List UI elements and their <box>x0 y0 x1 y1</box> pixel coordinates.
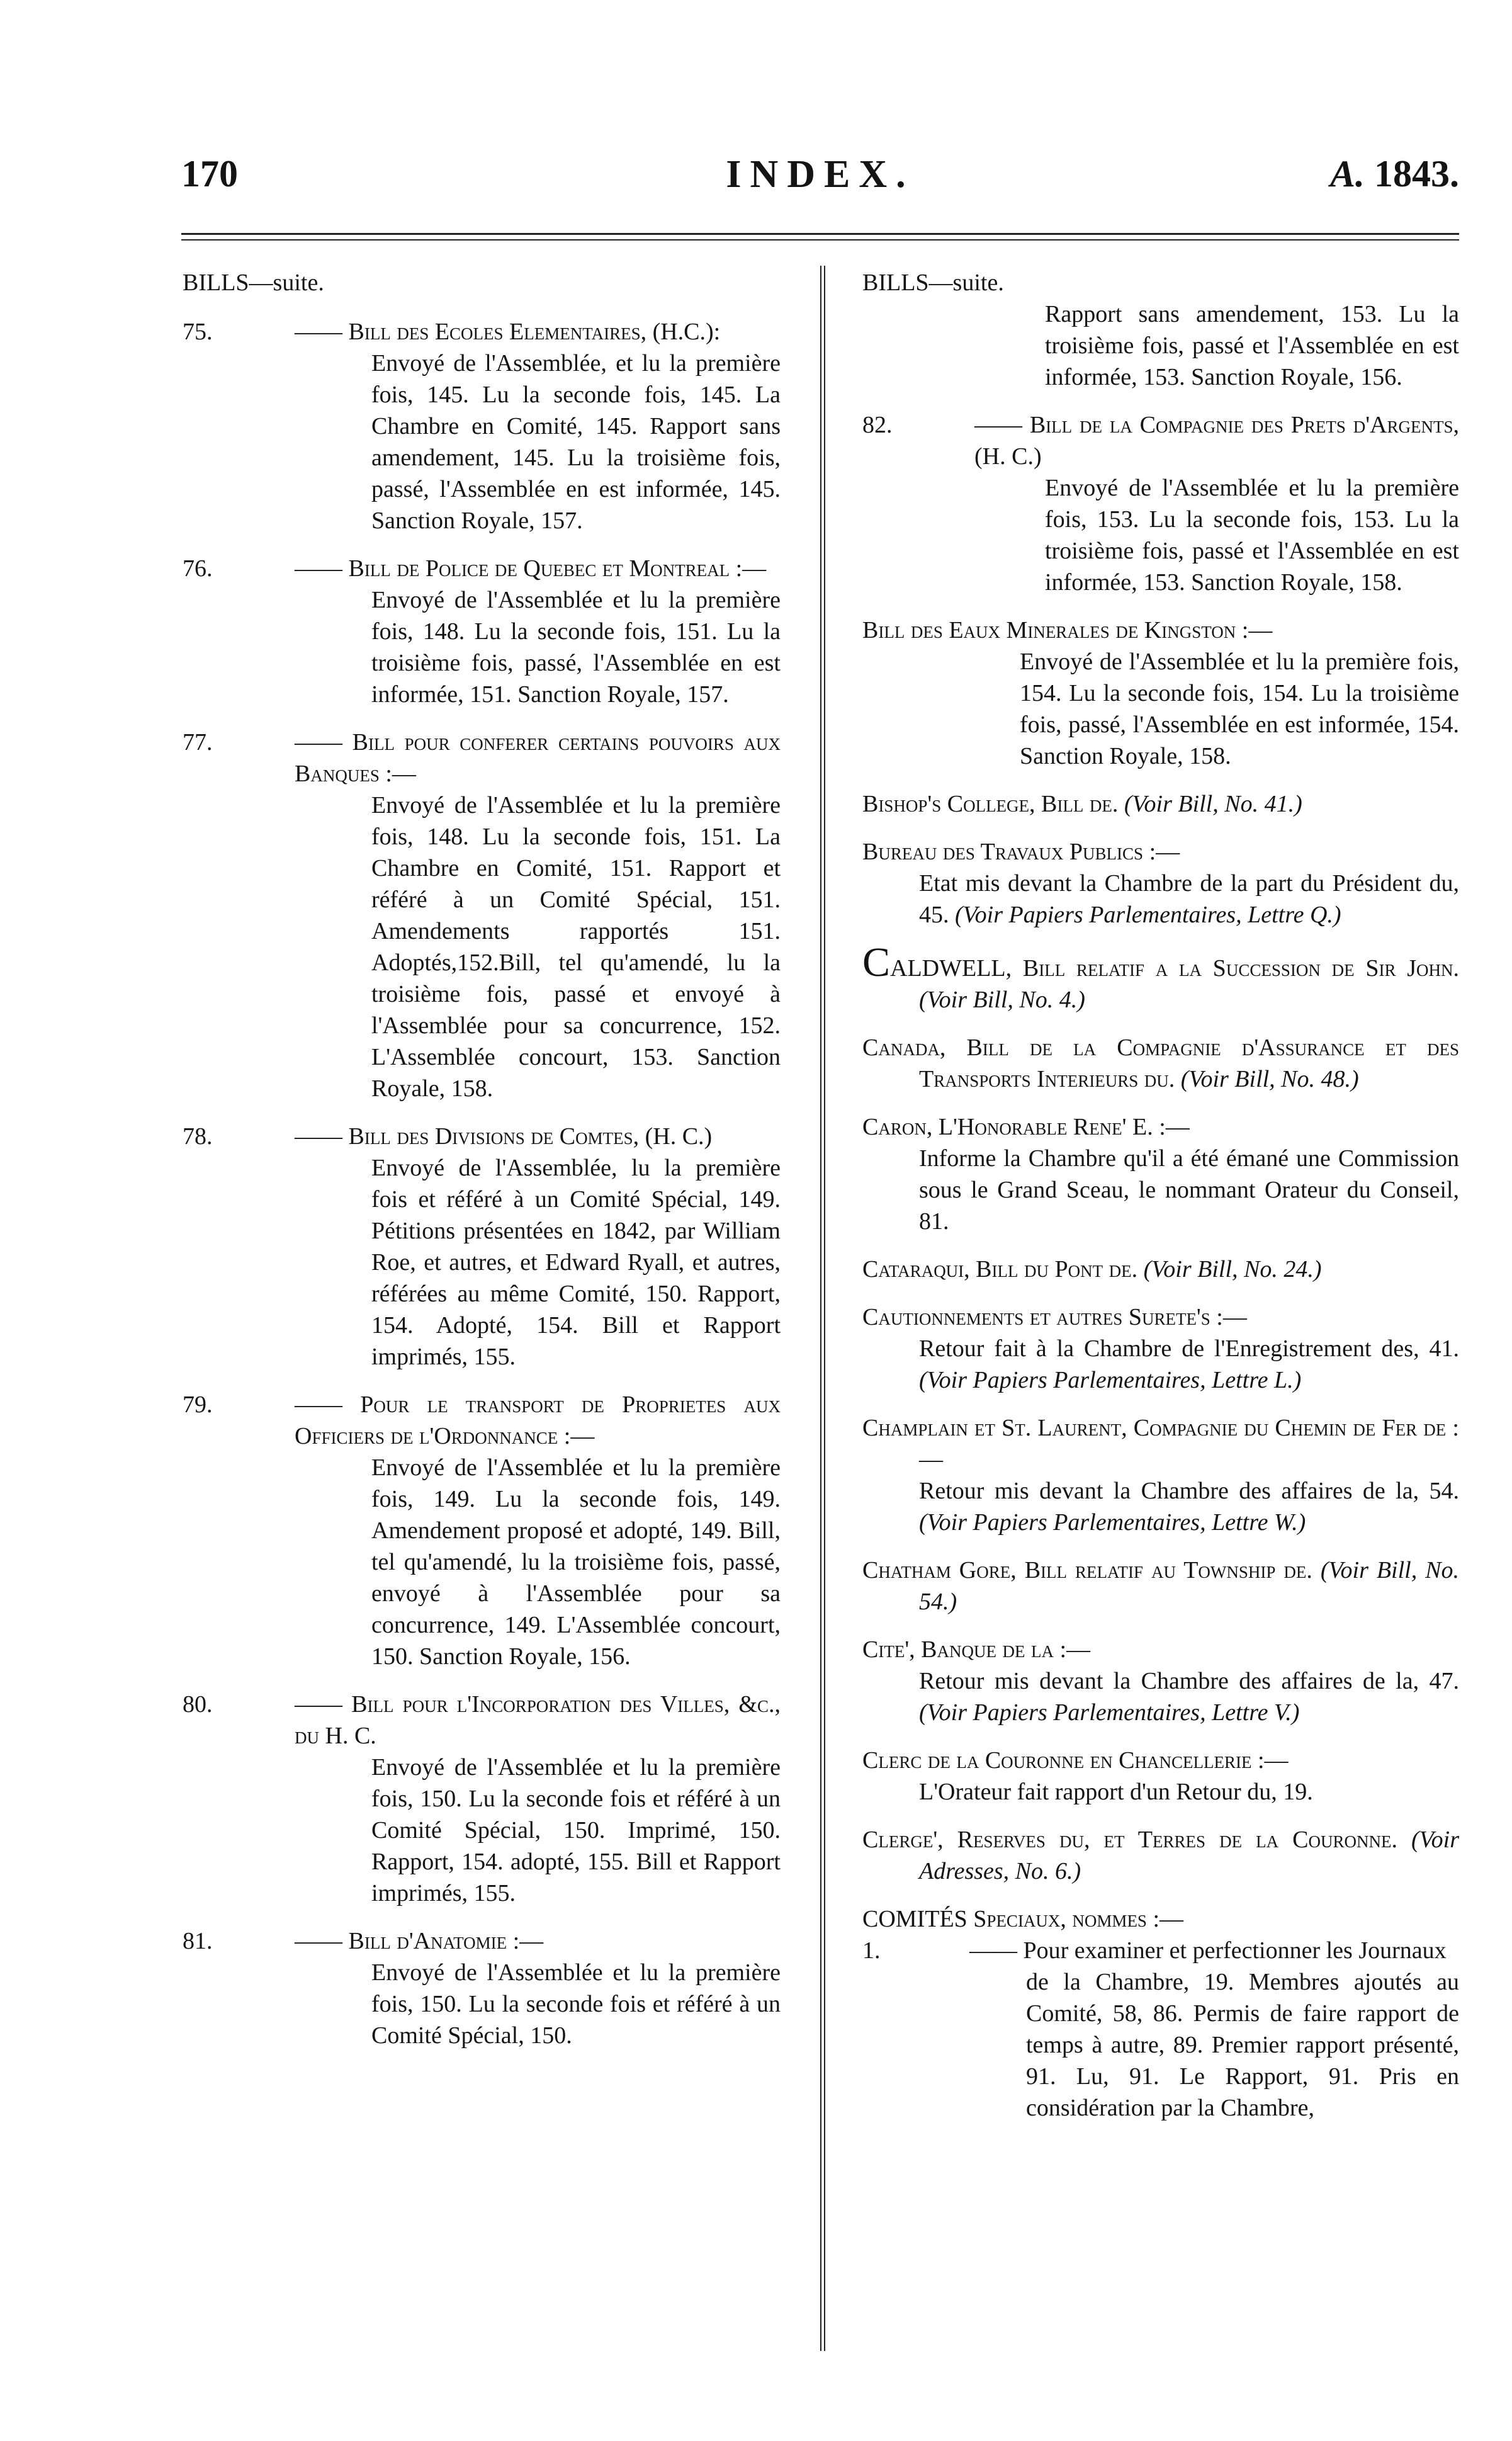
entry-body: Envoyé de l'Assemblée, lu la première fois et référé à un Comité Spécial, 149. Pétitions présentées en 1842, par William Roe, et autres, et Edward Ryall, et autres, référées au même Comité, 150. Rapport, 154. Adopté, 154. Bill et Rapport imprimés, 155. <box>371 1155 781 1370</box>
index-entry-78 <box>183 1121 781 1373</box>
heading-text: —— Bill pour l'Incorporation des Villes, &c., du H. C. <box>295 1691 781 1749</box>
index-entry-champlain <box>862 1412 1459 1538</box>
index-entry-77 <box>183 727 781 1104</box>
entry-heading: Cataraqui, Bill du Pont de. <box>862 1256 1138 1283</box>
index-entry-caron <box>862 1111 1459 1237</box>
entry-number: 79. <box>183 1391 213 1418</box>
entry-heading <box>183 1121 781 1152</box>
index-entry-cite <box>862 1634 1459 1728</box>
entry-number: 81. <box>183 1928 213 1954</box>
entry-body: Envoyé de l'Assemblée et lu la première fois, 148. Lu la seconde fois, 151. Lu la troisième fois, passé, l'Assemblée en est informée, 151. Sanction Royale, 157. <box>371 587 781 708</box>
continued-entry-body: Rapport sans amendement, 153. Lu la troisième fois, passé et l'Assemblée en est informée, 153. Sanction Royale, 156. <box>1045 301 1459 390</box>
entry-number: 82. <box>862 412 893 438</box>
heading-text: —— Bill de la Compagnie des Prets d'Argents, (H. C.) <box>974 412 1459 470</box>
entry-heading: Champlain et St. Laurent, Compagnie du Chemin de Fer de :— <box>862 1415 1459 1473</box>
right-column <box>862 267 1459 2140</box>
year-prefix: A. <box>1329 153 1365 195</box>
page-number: 170 <box>181 153 238 195</box>
body-text: Retour mis devant la Chambre des affaires de la, 54. <box>919 1478 1459 1504</box>
entry-body: Envoyé de l'Assemblée et lu la première fois, 150. Lu la seconde fois et référé à un Comité Spécial, 150. Imprimé, 150. Rapport, 154. adopté, 155. Bill et Rapport imprimés, 155. <box>371 1754 781 1906</box>
index-entry-80 <box>183 1689 781 1909</box>
index-entry-75 <box>183 316 781 536</box>
left-column <box>183 267 781 2068</box>
cross-reference: (Voir Bill, No. 24.) <box>1143 1256 1322 1283</box>
entry-body <box>862 1475 1459 1538</box>
entry-body: Envoyé de l'Assemblée et lu la première fois, 153. Lu la seconde fois, 153. Lu la troisième fois, passé et l'Assemblée en est informée, 153. Sanction Royale, 158. <box>1045 475 1459 596</box>
entry-number: 76. <box>183 555 213 582</box>
entry-number: 80. <box>183 1691 213 1718</box>
index-entry-82 <box>862 409 1459 598</box>
index-entry-76 <box>183 553 781 710</box>
entry-body: Envoyé de l'Assemblée et lu la première fois, 148. Lu la seconde fois, 151. La Chambre en Comité, 151. Rapport et référé à un Comité Spécial, 151. Amendements rapportés 151. Adoptés,152.Bill, tel qu'amendé, lu la troisième fois, passé et envoyé à l'Assemblée pour sa concurrence, 152. L'Assemblée concourt, 153. Sanction Royale, 158. <box>371 792 781 1102</box>
index-entry-eaux-minerales <box>862 614 1459 772</box>
entry-heading <box>183 727 781 790</box>
entry-heading: Clerc de la Couronne en Chancellerie :— <box>862 1747 1289 1774</box>
body-text: Retour mis devant la Chambre des affaires de la, 47. <box>919 1668 1459 1694</box>
body-text: Retour fait à la Chambre de l'Enregistrement des, 41. <box>919 1335 1459 1362</box>
cross-reference: (Voir Bill, No. 41.) <box>1124 791 1302 817</box>
heading-text: —— Bill des Divisions de Comtes, (H. C.) <box>295 1123 713 1150</box>
entry-number: 1. <box>862 1937 881 1964</box>
cross-reference: (Voir Papiers Parlementaires, Lettre V.) <box>919 1699 1300 1726</box>
index-entry-bureau-travaux <box>862 836 1459 931</box>
entry-body: Envoyé de l'Assemblée et lu la première fois, 150. Lu la seconde fois et référé à un Comité Spécial, 150. <box>371 1959 781 2049</box>
entry-body: Informe la Chambre qu'il a été émané une Commission sous le Grand Sceau, le nommant Orateur du Conseil, 81. <box>919 1145 1459 1235</box>
cross-reference: (Voir Bill, No. 54.) <box>919 1557 1460 1615</box>
entry-body: L'Orateur fait rapport d'un Retour du, 19. <box>919 1779 1313 1805</box>
header-rule-bottom <box>181 239 1459 241</box>
entry-heading <box>183 553 781 584</box>
sub-entry-1 <box>862 1935 1459 2124</box>
continuation-heading <box>862 267 1459 298</box>
index-entry-79 <box>183 1389 781 1672</box>
heading-text: —— Bill de Police de Quebec et Montreal :— <box>295 555 767 582</box>
index-entry-81 <box>183 1925 781 2051</box>
heading-text: —— Bill des Ecoles Elementaires, (H.C.): <box>295 319 721 345</box>
entry-heading <box>183 1689 781 1752</box>
entry-heading <box>183 316 781 348</box>
year-value: 1843. <box>1374 153 1459 195</box>
heading-text: —— Bill pour conferer certains pouvoirs aux Banques :— <box>295 729 781 787</box>
entry-heading: Bureau des Travaux Publics :— <box>862 839 1180 865</box>
entry-number: 77. <box>183 729 213 756</box>
entry-body <box>862 1333 1459 1396</box>
index-entry-chatham <box>862 1555 1459 1617</box>
entry-heading: Canada, Bill de la Compagnie d'Assurance et des Transports Interieurs du. <box>862 1034 1459 1092</box>
drop-initial: C <box>862 939 891 985</box>
entry-number: 75. <box>183 319 213 345</box>
heading-text: —— Bill d'Anatomie :— <box>295 1928 544 1954</box>
cross-reference: (Voir Bill, No. 48.) <box>1180 1066 1359 1092</box>
continuation-heading <box>183 267 781 298</box>
entry-name: ALDWELL, <box>890 955 1012 982</box>
index-entry-comites <box>862 1903 1459 2124</box>
body-text: Etat mis devant la Chambre de la part du Président du, 45. <box>919 870 1459 928</box>
entry-heading: Cautionnements et autres Surete's :— <box>862 1304 1247 1330</box>
entry-heading: Clerge', Reserves du, et Terres de la Couronne. <box>862 1827 1397 1853</box>
entry-heading: Bishop's College, Bill de. <box>862 791 1119 817</box>
entry-heading <box>183 1925 781 1957</box>
heading-text: —— Pour le transport de Proprietes aux Officiers de l'Ordonnance :— <box>295 1391 781 1449</box>
entry-body: Envoyé de l'Assemblée et lu la première fois, 149. Lu la seconde fois, 149. Amendement proposé et adopté, 149. Bill, tel qu'amendé, lu la troisième fois, passé, envoyé à l'Assemblée pour sa concurrence, 149. L'Assemblée concourt, 150. Sanction Royale, 156. <box>371 1454 781 1670</box>
index-entry-clerc <box>862 1745 1459 1808</box>
entry-heading: Caron, L'Honorable Rene' E. :— <box>862 1114 1190 1140</box>
continuation-text: BILLS—suite. <box>183 269 324 296</box>
entry-heading <box>862 409 1459 472</box>
entry-heading: Chatham Gore, Bill relatif au Township de. <box>862 1557 1312 1583</box>
index-entry-clerge <box>862 1824 1459 1887</box>
entry-heading: COMITÉS Speciaux, nommes :— <box>862 1906 1184 1932</box>
header-rule-top <box>181 233 1459 235</box>
continuation-text: BILLS—suite. <box>862 269 1004 296</box>
page-title: INDEX. <box>726 153 915 196</box>
entry-body: de la Chambre, 19. Membres ajoutés au Comité, 58, 86. Permis de faire rapport de temps à autre, 89. Premier rapport présenté, 91. Lu, 91. Le Rapport, 91. Pris en considération par la Chambre, <box>1026 1969 1459 2121</box>
entry-heading <box>183 1389 781 1452</box>
entry-heading: Bill relatif a la Succession de Sir John. <box>1022 955 1459 982</box>
index-entry-caldwell <box>862 939 1459 1016</box>
entry-body <box>862 1665 1459 1728</box>
cross-reference: (Voir Adresses, No. 6.) <box>919 1827 1460 1884</box>
entry-heading: Bill des Eaux Minerales de Kingston :— <box>862 617 1273 643</box>
index-entry-bishops-college <box>862 788 1459 820</box>
cross-reference: (Voir Bill, No. 4.) <box>919 987 1085 1013</box>
year-label <box>1330 152 1459 196</box>
index-entry-canada <box>862 1032 1459 1095</box>
cross-reference: (Voir Papiers Parlementaires, Lettre L.) <box>919 1367 1302 1393</box>
page-header <box>181 152 1459 209</box>
sub-entry-first-line: —— Pour examiner et perfectionner les Journaux <box>969 1937 1447 1964</box>
index-entry-cautionnements <box>862 1301 1459 1396</box>
index-entry-cataraqui <box>862 1254 1459 1285</box>
column-separator <box>820 266 825 2351</box>
entry-body: Envoyé de l'Assemblée, et lu la première fois, 145. Lu la seconde fois, 145. La Chambre en Comité, 145. Rapport sans amendement, 145. Lu la troisième fois, passé, l'Assemblée en est informée, 145. Sanction Royale, 157. <box>371 350 781 534</box>
entry-heading: Cite', Banque de la :— <box>862 1636 1091 1663</box>
entry-body <box>862 868 1459 931</box>
cross-reference: (Voir Papiers Parlementaires, Lettre Q.) <box>955 902 1341 928</box>
entry-number: 78. <box>183 1123 213 1150</box>
entry-body: Envoyé de l'Assemblée et lu la première fois, 154. Lu la seconde fois, 154. Lu la troisième fois, passé, l'Assemblée en est informée, 154. Sanction Royale, 158. <box>1020 648 1459 769</box>
cross-reference: (Voir Papiers Parlementaires, Lettre W.) <box>919 1509 1306 1536</box>
